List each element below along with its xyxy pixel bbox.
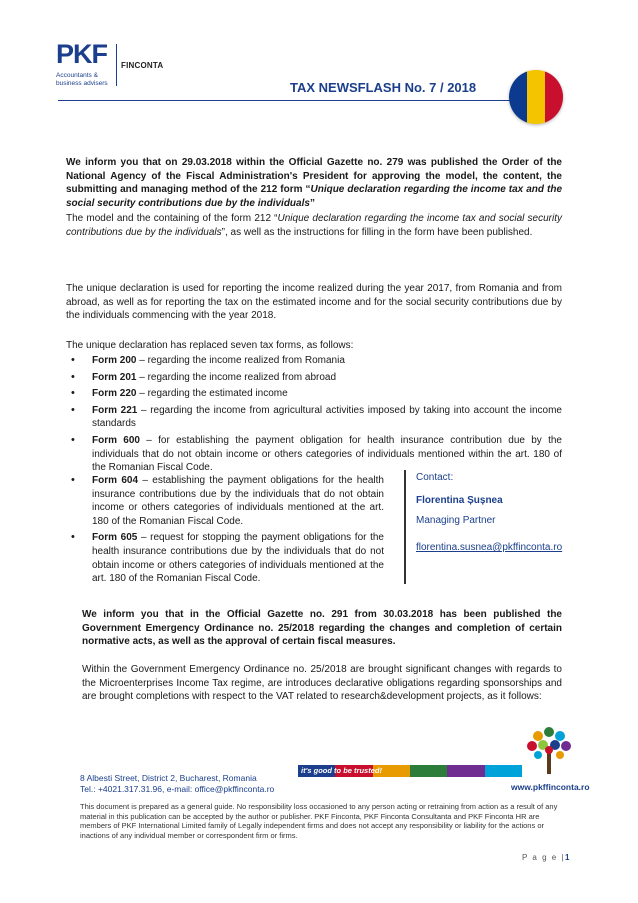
section2-paragraph: Within the Government Emergency Ordinance no. 25/2018 are brought significant changes with regards to the Microenterprises Income Tax regime, are introduces declarative obligations regarding sponsorships and are brought completions with respect to the VAT related to research&development projects, as it follows: (82, 664, 562, 703)
slogan-bar-segment (447, 765, 484, 777)
section1-paragraph-forms-intro: The unique declaration has replaced seven tax forms, as follows: (66, 340, 354, 351)
form-description: – establishing the payment obligations for the health insurance contributions due by the individuals that do not obtain income or others categories of individuals mentioned at the art. 180 of the Romanian Fiscal Code. (92, 475, 384, 527)
form-name: Form 200 (92, 355, 137, 366)
pkf-logo: PKF (56, 39, 107, 69)
form-list-item (66, 404, 562, 431)
slogan-text: it's good to be trusted! (301, 766, 382, 775)
form-description: – regarding the estimated income (136, 388, 288, 400)
form-list-item (66, 371, 562, 385)
logo-divider (116, 44, 117, 86)
tree-logo-icon (524, 722, 574, 778)
flag-stripe-yellow (527, 70, 545, 124)
text-run: ”, as well as the instructions for filling in the form have been published. (221, 226, 533, 238)
newsflash-title: TAX NEWSFLASH No. 7 / 2018 (290, 80, 477, 95)
slogan-bar-segment (410, 765, 447, 777)
disclaimer-text: This document is prepared as a general guide. No responsibility loss occasioned to any person acting or retraining from action as a result of any material in this publication can be accepted by the author or publisher. PKF Finconta, PKF Finconta Consultanta and PKF Finconta HR are members of PKF International Limited family of Legally independent firms and does not accept any responsibility or liability for the actions or inactions of any individual member or correspondent firm or firms. (80, 802, 558, 841)
partner-name: FINCONTA (121, 61, 164, 70)
form-description: – request for stopping the payment obligations for the health insurance contributions due by the individuals that do not obtain income or others categories of individuals mentioned at the art. 180 of the Romanian Fiscal Code. (92, 532, 384, 585)
section1-paragraph-usage: The unique declaration is used for reporting the income realized during the year 2017, from Romania and from abroad, as well as for reporting the tax on the estimated income and for the social security contributions due by the individuals commencing with the year 2018. (66, 283, 562, 322)
quoted-title: Unique declaration regarding the income tax and social security contributions due by the individuals (66, 213, 562, 238)
flag-stripe-blue (509, 70, 527, 124)
contact-divider (404, 470, 406, 584)
form-description: – regarding the income realized from Romania (136, 355, 345, 366)
section1-intro (66, 156, 562, 210)
form-description: – for establishing the payment obligation for health insurance contribution due by the individuals that do not obtain income or others categories of individuals mentioned within the art. 180 of the Romanian Fiscal Code. (92, 434, 562, 474)
page-label: P a g e (522, 853, 558, 862)
contact-email-link[interactable]: florentina.susnea@pkffinconta.ro (416, 542, 563, 553)
form-list-item (66, 474, 384, 528)
form-description: – regarding the income from agricultural activities imposed by taking into account the income standards (92, 404, 562, 430)
text-run: ” (309, 197, 315, 209)
form-name: Form 604 (92, 475, 139, 486)
section2-intro: We inform you that in the Official Gazette no. 291 from 30.03.2018 has been published the Government Emergency Ordinance no. 25/2018 regarding the changes and completion of certain normative acts, as well as the approval of certain fiscal measures. (82, 609, 562, 648)
website-link[interactable]: www.pkffinconta.ro (511, 782, 590, 792)
contact-role: Managing Partner (416, 515, 496, 526)
flag-stripe-red (545, 70, 563, 124)
form-list-item (66, 434, 562, 475)
text-run: The model and the containing of the form 212 “ (66, 213, 278, 224)
header-divider (58, 100, 510, 101)
form-name: Form 600 (92, 434, 140, 446)
form-list-item (66, 387, 562, 401)
forms-list-continued (66, 474, 384, 589)
contact-box (416, 471, 616, 554)
logo-tagline-line-1: Accountants & (56, 72, 98, 79)
text-run: We inform you that on 29.03.2018 within the Official Gazette no. 279 was published the Order of the National Agency of the Fiscal Administration's President for approving the model, the content, the submitting and managing method of the 212 form “ (66, 157, 562, 196)
slogan-bar-segment (485, 765, 522, 777)
quoted-title: Unique declaration regarding the income tax and the social security contributions due by the individuals (66, 184, 563, 209)
footer-address (80, 773, 274, 795)
contact-name: Florentina Șușnea (416, 495, 503, 506)
contact-label: Contact: (416, 472, 454, 483)
logo-tagline-line-2: business advisers (56, 79, 108, 87)
section1-paragraph-model (66, 212, 562, 239)
phone-email-line: Tel.: +4021.317.31.96, e-mail: office@pkffinconta.ro (80, 784, 275, 794)
form-name: Form 221 (92, 404, 138, 416)
form-description: – regarding the income realized from abroad (136, 371, 337, 383)
forms-list (66, 354, 562, 478)
form-name: Form 605 (92, 532, 138, 544)
page-number-value: 1 (565, 853, 571, 862)
form-name: Form 201 (92, 371, 137, 383)
logo-tagline (56, 72, 108, 87)
form-name: Form 220 (92, 388, 137, 400)
romania-flag-icon (509, 70, 563, 124)
form-list-item (66, 354, 562, 368)
page-number: P a g e |1 (522, 853, 571, 862)
form-list-item (66, 531, 384, 585)
address-line: 8 Albesti Street, District 2, Bucharest, Romania (80, 773, 257, 783)
